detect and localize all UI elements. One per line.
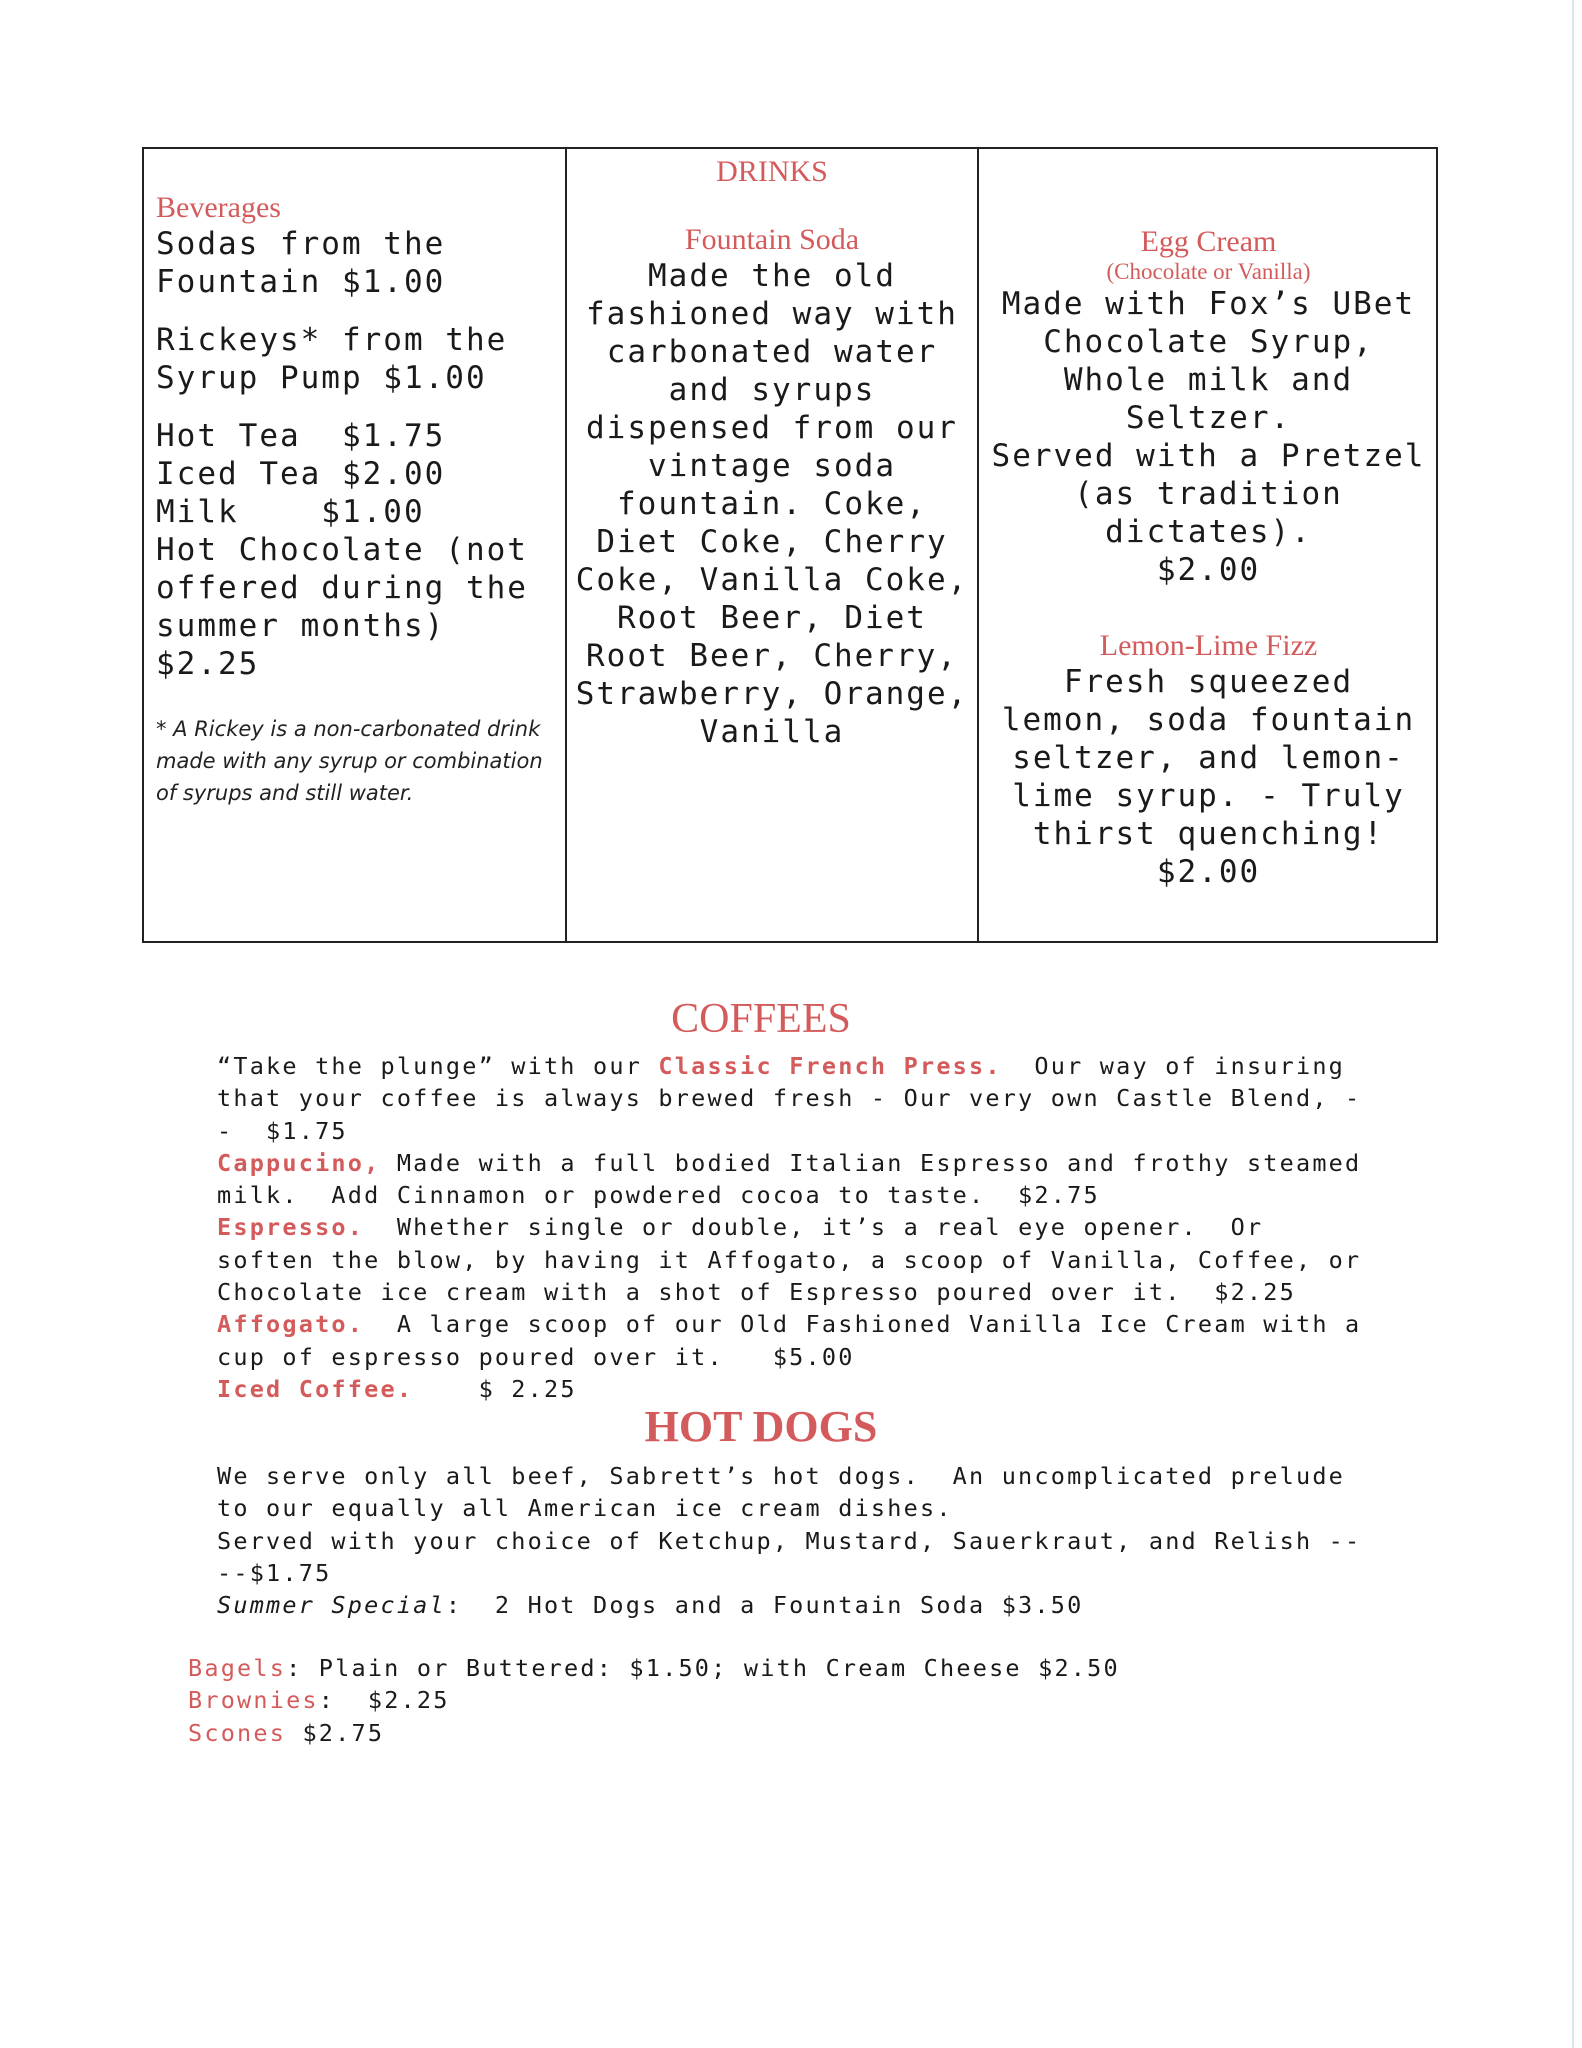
scones-label: Scones (188, 1718, 287, 1747)
milk-item: Milk $1.00 (156, 494, 425, 530)
affogato-name: Affogato. (217, 1310, 365, 1339)
coffees-body (217, 1050, 1378, 1405)
iced-coffee-name: Iced Coffee. (217, 1374, 414, 1403)
hot-dogs-served: Served with your choice of Ketchup, Mustard, Sauerkraut, and Relish ----$1.75 (217, 1526, 1362, 1587)
hot-dogs-intro: We serve only all beef, Sabrett’s hot dogs. An uncomplicated prelude to our equally all American ice cream dishes. (217, 1462, 1362, 1523)
summer-special-label: Summer Special (217, 1591, 446, 1620)
page-edge-line (1572, 0, 1574, 2048)
fountain-soda-title: Fountain Soda (684, 223, 860, 256)
lemon-lime-title: Lemon-Lime Fizz (1099, 629, 1318, 662)
iced-coffee-desc: $ 2.25 (413, 1374, 577, 1403)
bagels-label: Bagels (188, 1654, 287, 1682)
egg-cream-title: Egg Cream (1140, 225, 1277, 258)
bagels-item (188, 1652, 1120, 1684)
espresso-desc: Whether single or double, it’s a real eye opener. Or soften the blow, by having it Affogato, a scoop of Vanilla, Coffee, or Chocolate ice cream with a shot of Espresso poured over it. $2.25 (217, 1213, 1378, 1307)
hot-dogs-heading: HOT DOGS (644, 1402, 878, 1451)
beverages-title: Beverages (156, 191, 281, 224)
brownies-text: : $2.25 (318, 1686, 450, 1715)
extras-list (188, 1652, 1120, 1749)
lemon-lime-description: Fresh squeezed lemon, soda fountain seltzer, and lemon-lime syrup. - Truly thirst quenching! (1001, 664, 1416, 852)
drinks-table (142, 147, 1438, 943)
affogato-desc: A large scoop of our Old Fashioned Vanilla Ice Cream with a cup of espresso poured over it. $5.00 (217, 1310, 1378, 1371)
rickey-footnote: * A Rickey is a non-carbonated drink made with any syrup or combination of syrups and still water. (156, 717, 543, 805)
egg-cream-subtitle: (Chocolate or Vanilla) (1106, 259, 1311, 284)
iced-tea-item: Iced Tea $2.00 (156, 456, 446, 492)
brownies-label: Brownies (188, 1686, 319, 1715)
rickeys-item: Rickeys* from the Syrup Pump $1.00 (156, 322, 508, 396)
cappucino-desc: Made with a full bodied Italian Espresso and frothy steamed milk. Add Cinnamon or powdered cocoa to taste. $2.75 (217, 1148, 1378, 1210)
egg-cream-cell (979, 149, 1438, 941)
coffees-heading: COFFEES (671, 996, 851, 1042)
bagels-text: : Plain or Buttered: $1.50; with Cream Cheese $2.50 (286, 1654, 1120, 1682)
french-press-name: Classic French Press. (658, 1052, 1002, 1080)
hot-tea-item: Hot Tea $1.75 (156, 418, 446, 454)
drinks-heading: DRINKS (716, 155, 828, 188)
fountain-soda-cell (567, 149, 977, 941)
lemon-lime-price: $2.00 (1156, 854, 1261, 890)
french-press-desc: Our way of insuring that your coffee is always brewed fresh - Our very own Castle Blend, -- $1.75 (217, 1052, 1362, 1145)
sodas-item: Sodas from the Fountain $1.00 (156, 226, 446, 300)
egg-cream-description: Made with Fox’s UBet Chocolate Syrup, Whole milk and Seltzer. (1001, 286, 1416, 436)
scones-item (188, 1717, 1120, 1749)
hot-chocolate-item: Hot Chocolate (not offered during the summer months) $2.25 (156, 532, 528, 682)
scones-text: $2.75 (286, 1718, 385, 1747)
cappucino-name: Cappucino, (217, 1148, 381, 1177)
summer-special-text: : 2 Hot Dogs and a Fountain Soda $3.50 (445, 1591, 1084, 1620)
brownies-item (188, 1684, 1120, 1716)
beverages-cell (144, 149, 565, 941)
hot-dogs-body (217, 1460, 1367, 1621)
french-press-intro: “Take the plunge” with our (217, 1052, 659, 1080)
espresso-name: Espresso. (217, 1213, 365, 1242)
fountain-soda-description: Made the old fashioned way with carbonated water and syrups dispensed from our vintage soda fountain. Coke, Diet Coke, Cherry Coke, Vanilla Coke, Root Beer, Diet Root Beer, Cherry, Strawberry, Orange, Vanilla (575, 258, 969, 750)
egg-cream-served: Served with a Pretzel (as tradition dictates). (991, 438, 1426, 550)
egg-cream-price: $2.00 (1156, 552, 1261, 588)
